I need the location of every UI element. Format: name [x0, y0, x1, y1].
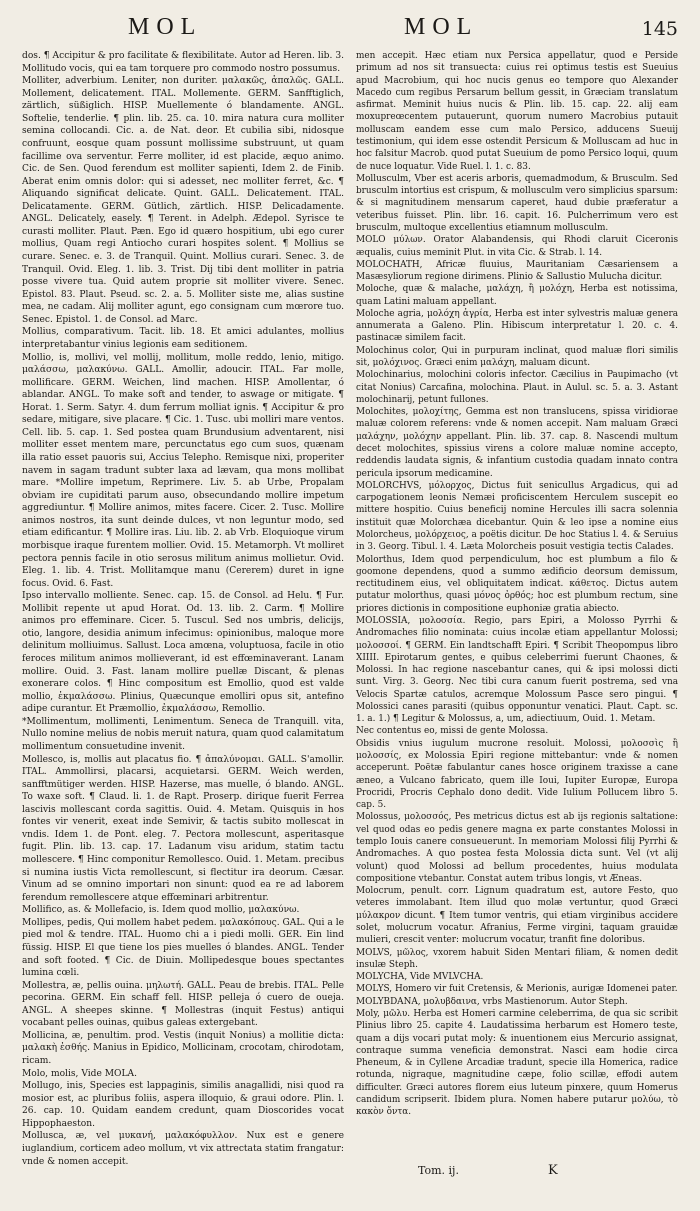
dictionary-entry: MOLOCHATH, Africæ fluuius, Mauritaniam Cæsariensem a Masæsyliorum regione dirimens. Plinio & Sallustio Mulucha dicitur. [356, 259, 678, 283]
dictionary-entry: Obsidis vnius iugulum mucrone resoluit. Molossi, μολοσσὶς ἢ μολοσσίς, ex Molossia Epiri regione mittebantur: vnde & nomen acceperunt. Poëtæ fabulantur canes hosce originem traxisse a cane æneo, a Vulcano fabricato, quem ille Ioui, Iupiter Europæ, Europa Procridi, Procris Cephalo dono dedit. Vide Iulium Pollucem libro 5. cap. 5. [356, 738, 678, 811]
dictionary-entry: Mollicina, æ, penultim. prod. Vestis (inquit Nonius) a mollitie dicta: μαλακὴ ἐσθής. Manius in Epidico, Mollicinam, crocotam, chirodotam, ricam. [22, 1030, 344, 1066]
header-right-word: MOL [404, 14, 479, 40]
dictionary-entry: Molochinus color, Qui in purpuram inclinat, quod maluæ flori similis sit, μολόχινος. Græci enim μαλάχη, maluam dicunt. [356, 345, 678, 369]
dictionary-entry: *Mollimentum, mollimenti, Lenimentum. Seneca de Tranquill. vita, Nullo nomine melius de nobis meruit natura, quam quod calamitatum mollimentum consuetudine invenit. [22, 716, 345, 752]
dictionary-entry: Molorthus, Idem quod perpendiculum, hoc est plumbum a filo & goomone dependens, quod a summo ædificio deorsum demissum, rectitudinem eius, vel obliquitatem indicat. κάθετος. Dictus autem putatur molorthus, quasi μόνος ὀρθός; hoc est plumbum rectum, sine priores dictionis in compositione euphoniæ gratia abiecto. [356, 554, 678, 614]
dictionary-entry: Mollio, is, mollivi, vel mollij, mollitum, molle reddo, lenio, mitigo. μαλάσσω, μαλακύνω. GALL. Amollir, adoucir. ITAL. Far molle, mollificare. GERM. Weichen, lind machen. HISP. Amollentar, ó ablandar. ANGL. To make soft and tender, to aswage or mitigate. ¶ Horat. 1. Serm. Satyr. 4. dum ferrum molliat ignis. ¶ Accipitur & pro sedare, mitigare, sive placare. ¶ Cic. 1. Tusc. ubi molliri mare ventos. Cell. lib. 5. cap. 1. Sed postea quam Brundusium adventarent, nisi molliter esset mentem mare, percunctatus ego cum suos, quænam illa ratio esset pauoris sui, Accius Telepho. Remisque nixi, properiter navem in sagam tradunt subter laxa ad lævam, qua mons mollibat mare. *Mollire impetum, Reprimere. Liv. 5. ab Urbe, Propalam obviam ire cupiditati parum auso, obsecundando mollire impetum aggrediuntur. ¶ Mollire animos, mites facere. Cicer. 2. Tusc. Mollire animos nostros, ita sunt deinde dulces, vt non leguntur modo, sed etiam edificantur. ¶ Mollire iras. Liu. lib. 2. ab Vrb. Eloquioque virum morbisque iraque furentem mollier. Ovid. 15. Metamorph. Vt molliret pectora pennis facile in otio serosus militum animus mollietur. Ovid. Eleg. 1. lib. 4. Trist. Mollitamque manu (Cererem) duret in igne focus. Ovid. 6. Fast. [22, 352, 344, 589]
dictionary-entry: Molossus, μολοσσός, Pes metricus dictus est ab ijs regionis saltatione: vel quod odas eo pedis genere magna ex parte constantes Molossi in templo Iouis canere consueuerunt. In memoriam Molossi filij Pyrrhi & Andromaches. A quo postea festa Molossia dicta sunt. Vel (vt alij volunt) quod Molossi ad bellum procedentes, huius modulata compositione vtebantur. Constat autem tribus longis, vt Æneas. [356, 812, 678, 884]
header-left-word: MOL [128, 14, 203, 40]
dictionary-entry: Mollesco, is, mollis aut placatus fio. ¶ ἀπαλύνομαι. GALL. S'amollir. ITAL. Ammollirsi, placarsi, acquietarsi. GERM. Weich werden, sanfftmütiger werden. HISP. Hazerse, mas muelle, ó blando. ANGL. To waxe soft. ¶ Claud. li. 1. de Rapt. Proserp. dirique fuerit Ferrea lascivis mollescant corda sagittis. Ouid. 4. Metam. Quisquis in hos fontes vir venerit, exeat inde Semivir, & tactis subito mollescat in vndis. Idem 1. de Pont. eleg. 7. Pectora mollescunt, asperitasque fugit. Plin. lib. 13. cap. 17. Ladanum visu aridum, statim tactu mollescere. ¶ Hinc componitur Remollesco. Ouid. 1. Metam. precibus si numina iustis Victa remollescunt, si flectitur ira deorum. Cæsar. Vinum ad se omnino importari non sinunt: quod ea re ad laborem ferendum remollescere atque effœminari arbitrentur. [22, 754, 344, 903]
dictionary-entry: Moloche, quæ & malache, μαλάχη, ἢ μολόχη, Herba est notissima, quam Latini maluam appellant. [356, 284, 678, 307]
dictionary-entry: MOLVS, μῶλος, vxorem habuit Siden Mentari filiam, & nomen dedit insulæ Steph. [356, 947, 678, 970]
dictionary-entry: Molochites, μολοχίτης, Gemma est non translucens, spissa viridiorae maluæ colorem referens: vnde & nomen accepit. Nam maluam Græci μαλάχην, μολόχην appellant. Plin. lib. 37. cap. 8. Nascendi multum decet molochites, spissius virens a colore maluæ nomine accepto, reddendis laudata signis, & infantium custodia quadam innato contra pericula ipsorum medicamine. [356, 407, 678, 479]
dictionary-entry: MOLORCHVS, μόλορχος, Dictus fuit senicullus Argadicus, qui ad carpogationem leonis Nemæi proficiscentem Herculem suscepit eo mittere hospitio. Cuius beneficij nomine Hercules illi sacra solennia instituit quæ Molorchæa dicebantur. Quin & leo ipse a nomine eius Molorcheus, μολόρχειος, a poëtis dicitur. De hoc Statius l. 4. & Seruius in 3. Georg. Tibul. l. 4. Læta Molorcheis posuit vestigia tectis Calades. [356, 480, 678, 553]
dictionary-entry: Mollugo, inis, Species est lappaginis, similis anagallidi, nisi quod ra mosior est, ac pluribus foliis, aspera illoquio, & graui odore. Plin. l. 26. cap. 10. Quidam eandem credunt, quam Dioscorides vocat Hippophaeston. [22, 1081, 344, 1129]
signature-mark: Tom. ij. [418, 1164, 459, 1177]
dictionary-entry: Mollusca, æ, vel μυκανή, μαλακόφυλλον. Nux est e genere iuglandium, corticem adeo mollum, vt vix attrectata statim frangatur: vnde & nomen accepit. [22, 1131, 344, 1167]
dictionary-entry: MOLYCHA, Vide MVLVCHA. [356, 972, 484, 983]
running-header [18, 14, 682, 50]
dictionary-entry: Mollifico, as. & Mollefacio, is. Idem quod mollio, μαλακύνω. [22, 905, 300, 916]
dictionary-entry: Moloche agria, μολόχη ἀγρία, Herba est inter sylvestris maluæ genera annumerata a Galeno. Plin. Hibiscum interpretatur l. 20. c. 4. pastinacæ similem facit. [356, 308, 678, 344]
dictionary-entry: Molo, molis, Vide MOLA. [22, 1068, 137, 1079]
left-column [22, 50, 344, 1168]
dictionary-entry: MOLOSSIA, μολοσσία. Regio, pars Epiri, a Molosso Pyrrhi & Andromaches filio nominata: cuius incolæ etiam appellantur Molossi; μολοσσοί. ¶ GERM. Ein landtschafft Epiri. ¶ Scribit Theopompus libro XIIII. Epirotarum gentes, e quibus celeberrimi fuerunt Chaones, & Molossi. In hac regione nascebantur canes, qui & ipsi molossi dicti sunt. Virg. 3. Georg. Nec tibi cura canum fuerit postrema, sed vna Velocis Spartæ catulos, acremque Molossum Pasce sero pingui. ¶ Molossici canes parasiti (quibus opponuntur venatici. Plaut. Capt. sc. 1. a. 1.) ¶ Legitur & Molossus, a, um, adiectiuum, Ouid. 1. Metam. [356, 615, 678, 725]
dictionary-entry: Mollusculm, Vber est aceris arboris, quemadmodum, & Brusculm. Sed brusculm intortius est crispum, & mollusculm vero simplicius sparsum: & si magnitudinem mensarum caperet, haud dubie præferatur a veteribus fuisset. Plin. libr. 16. capit. 16. Pulcherrimum vero est brusculm, multoque excellentius etiamnum mollusculm. [356, 173, 678, 233]
dictionary-entry: MOLYBDANA, μολυβδαινα, vrbs Mastienorum. Autor Steph. [356, 996, 628, 1007]
dictionary-entry: Molocrum, penult. corr. Lignum quadratum est, autore Festo, quo veteres immolabant. Item illud quo molæ vertuntur, quod Græci μύλακρον dicunt. ¶ Item tumor ventris, qui etiam virginibus accidere solet, molucrum vocatur. Afranius, Ferme virgini, taquam grauidæ mulieri, crescit venter: molucrum vocatur, tranfit fine doloribus. [356, 886, 678, 946]
right-column [356, 50, 678, 1118]
dictionary-entry: Moly, μῶλυ. Herba est Homeri carmine celeberrima, de qua sic scribit Plinius libro 25. capite 4. Laudatissima herbarum est Homero teste, quam a dijs vocari putat moly: & inuentionem eius Mercurio assignat, contraque summa veneficia demonstrat. Nasci eam hodie circa Pheneum, & in Cyllene Arcadiæ tradunt, specie illa Homerica, radice rotunda, nigraque, magnitudine cæpe, folio scillæ, effodi autem difficulter. Græci autores florem eius luteum pinxere, quum Homerus candidum scripserit. Ibidem plura. Nomen habere putarur μολύω, τὸ κακὸν ὄντα. [356, 1008, 678, 1118]
dictionary-entry: Mollipes, pedis, Qui mollem habet pedem. μαλακόπους. GAL. Qui a le pied mol & tendre. ITAL. Huomo chi a i piedi molli. GER. Ein lind füssig. HISP. El que tiene los pies muelles ó blandes. ANGL. Tender and soft footed. ¶ Cic. de Diuin. Mollipedesque boues spectantes lumina cœli. [22, 917, 344, 979]
page-number: 145 [641, 18, 678, 40]
dictionary-entry: Molliter, adverbium. Leniter, non duriter. μαλακῶς, ἁπαλῶς. GALL. Mollement, delicatement. ITAL. Mollemente. GERM. Sanfftiglich, zärtlich, süßiglich. HISP. Muellemente ó blandamente. ANGL. Softelie, tenderlie. ¶ plin. lib. 25. ca. 10. mira natura cura molliter semina collocandi. Cic. a. de Nat. deor. Et cubilia sibi, nidosque confruunt, eosque quam possunt mollissime substruunt, ut quam facillime ova serventur. Ferre molliter, id est placide, æquo animo. Cic. de Sen. Quod ferendum est molliter sapienti, Idem 2. de Finib. Aberat enim omnis dolor: qui si adesset, nec molliter ferret, &c. ¶ Aliquando significat delicate. Quint. GALL. Delicatement. ITAL. Delicatamente. GERM. Gütlich, zärtlich. HISP. Delicadamente. ANGL. Delicately, easely. ¶ Terent. in Adelph. Ædepol. Syrisce te curasti molliter. Plaut. Pæn. Ego id quæro hospitium, ubi ego curer mollius, Quam regi Antiocho curari hospites solent. ¶ Mollius se curare. Senec. e. 3. de Tranquil. Quint. Mollius curari. Senec. 3. de Tranquil. Ovid. Eleg. 1. lib. 3. Trist. Dij tibi dent molliter in patria posse vivere tua. Quid autem proprie sit molliter vivere. Senec. Epistol. 83. Plaut. Pseud. sc. 2. a. 5. Molliter siste me, alias sustine mea, ne cadam. Alij molliter agunt, ego consignam cum mœrore tuo. Senec. Epistol. 1. de Consol. ad Marc. [22, 76, 344, 325]
dictionary-entry: Nec contentus eo, missi de gente Molossa. [356, 726, 549, 737]
dictionary-entry: men accepit. Hæc etiam nux Persica appellatur, quod e Perside primum ad nos sit transuecta: cuius rei optimus testis est Sueuius apud Macrobium, qui hoc nucis genus eo tempore quo Alexander Macedo cum regibus Persarum bellum gessit, in Græciam translatum asfirmat. Meminit huius nucis & Plin. lib. 15. cap. 22. alij eam moxupreœcentem putauerunt, quorum numero Macrobius putauit molluscam eandem esse cum malo Persico, adducens Sueuij testimonium, qui idem esse ostendit Persicum & Molluscam ad huc in hoc falsitur Macrob. quod putat Sueuium de pomo Persico loqui, quum de nuce loquatur. Vide Ruel. l. 1. c. 83. [356, 51, 678, 172]
dictionary-entry: dos. ¶ Accipitur & pro facilitate & flexibilitate. Autor ad Heren. lib. 3. Mollitudo vocis, qui ea tam torquere pro commodo nostro possumus. [22, 51, 344, 74]
dictionary-entry: Molochinarius, molochini coloris infector. Cæcilius in Paupimacho (vt citat Nonius) Carcafina, molochina. Plaut. in Aulul. sc. 5. a. 3. Astant molochinarij, petunt fullones. [356, 370, 678, 405]
dictionary-entry: MOLO μύλων. Orator Alabandensis, qui Rhodi claruit Ciceronis æqualis, cuius meminit Plut. in vita Cic. & Strab. l. 14. [356, 235, 678, 258]
dictionary-entry: MOLYS, Homero vir fuit Cretensis, & Merionis, aurigæ Idomenei pater. [356, 984, 678, 995]
dictionary-entry: Mollius, comparativum. Tacit. lib. 18. Et amici adulantes, mollius interpretabantur vinius legionis eam seditionem. [22, 327, 344, 350]
dictionary-entry: Mollestra, æ, pellis ouina. μηλωτή. GALL. Peau de brebis. ITAL. Pelle pecorina. GERM. Ein schaff fell. HISP. pelleja ó cuero de oueja. ANGL. A sheepes skinne. ¶ Mollestras (inquit Festus) antiqui vocabant pelles ouinas, quibus galeas extergebant. [22, 980, 344, 1029]
gathering-letter: K [548, 1163, 558, 1178]
dictionary-entry: Ipso intervallo molliente. Senec. cap. 15. de Consol. ad Helu. ¶ Fur. Mollibit repente ut apud Horat. Od. 13. lib. 2. Carm. ¶ Mollire animos pro effeminare. Cicer. 5. Tuscul. Sed nos umbris, delicijs, otio, langore, desidia animum infecimus: opinionibus, maloque more delinitum molliuimus. Sallust. Loca amœna, voluptuosa, facile in otio feroces militum animos mollieverant, id est effœminaverant. Lanam mollire. Ouid. 3. Fast. lanam mollire puellæ Discant, & plenas exonerare colos. ¶ Hinc compositum est Emollio, quod est valde mollio, ἐκμαλάσσω. Plinius, Quæcunque emolliri opus sit, antefino adipe curantur. Et Præmollio, ἐκμαλάσσω, Remollio. [22, 591, 344, 715]
